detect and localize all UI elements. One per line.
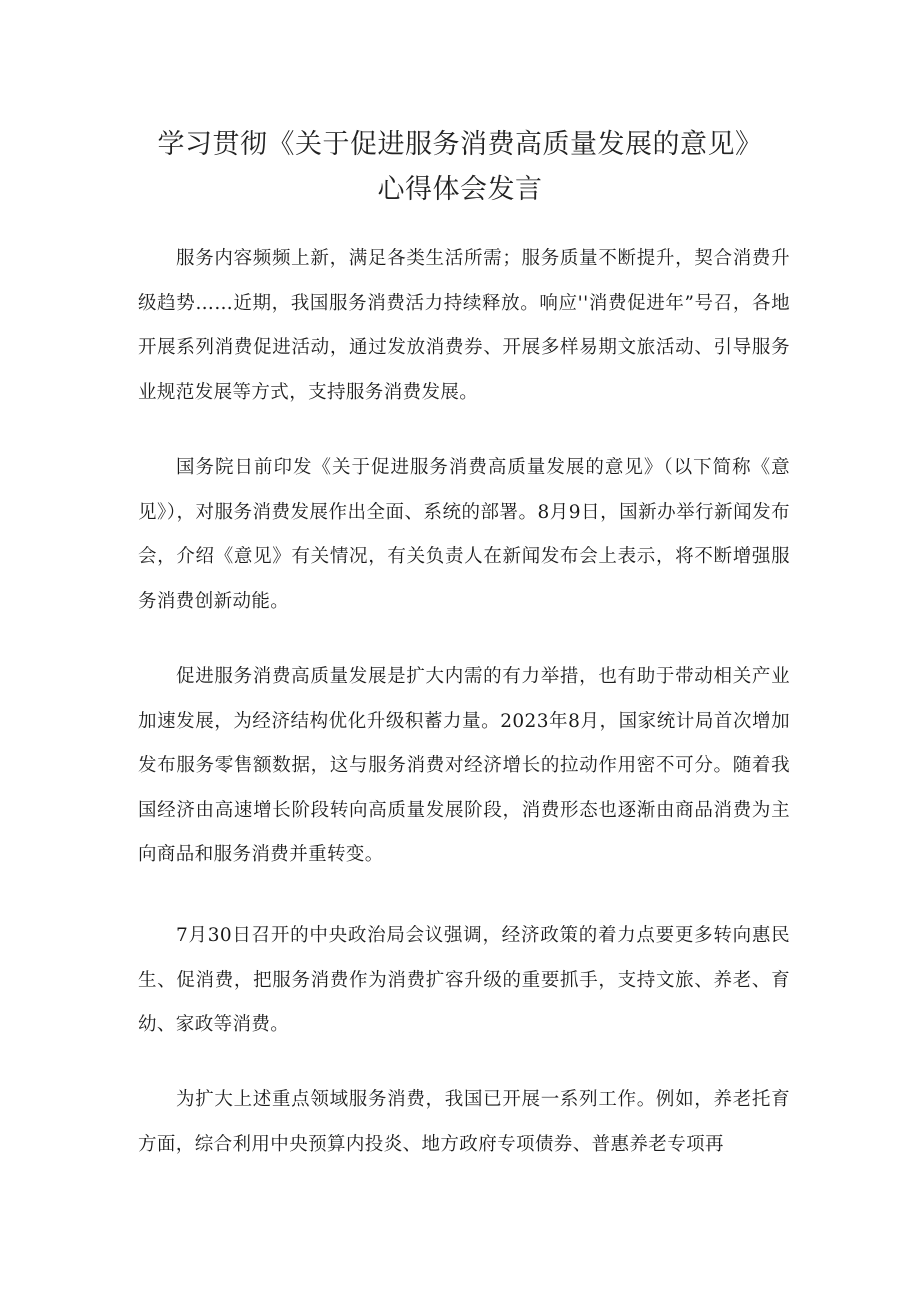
body-paragraph-2: 国务院日前印发《关于促进服务消费高质量发展的意见》（以下简称《意见》），对服务消费发展作出全面、系统的部署。8月9日，国新办举行新闻发布会，介绍《意见》有关情况，有关负责人在新闻发布会上表示，将不断增强服务消费创新动能。 [138, 457, 790, 612]
body-paragraph-5: 为扩大上述重点领域服务消费，我国已开展一系列工作。例如，养老托育方面，综合利用中央预算内投炎、地方政府专项债券、普惠养老专项再 [138, 1089, 790, 1155]
body-paragraph-4: 7月30日召开的中央政治局会议强调，经济政策的着力点要更多转向惠民生、促消费，把服务消费作为消费扩容升级的重要抓手，支持文旅、养老、育幼、家政等消费。 [138, 925, 790, 1035]
document-title-line-2: 心得体会发言 [377, 174, 543, 205]
body-paragraph-1: 服务内容频频上新，满足各类生活所需；服务质量不断提升，契合消费升级趋势……近期，我国服务消费活力持续释放。响应''消费促进年”号召，各地开展系列消费促进活动，通过发放消费券、开展多样易期文旅活动、引导服务业规范发展等方式，支持服务消费发展。 [138, 248, 790, 403]
body-paragraph-3: 促进服务消费高质量发展是扩大内需的有力举措，也有助于带动相关产业加速发展，为经济结构优化升级积蓄力量。2023年8月，国家统计局首次增加发布服务零售额数据，这与服务消费对经济增长的拉动作用密不可分。随着我国经济由高速增长阶段转向高质量发展阶段，消费形态也逐渐由商品消费为主向商品和服务消费并重转变。 [138, 666, 790, 865]
document-title-line-1: 学习贯彻《关于促进服务消费高质量发展的意见》 [157, 129, 763, 160]
